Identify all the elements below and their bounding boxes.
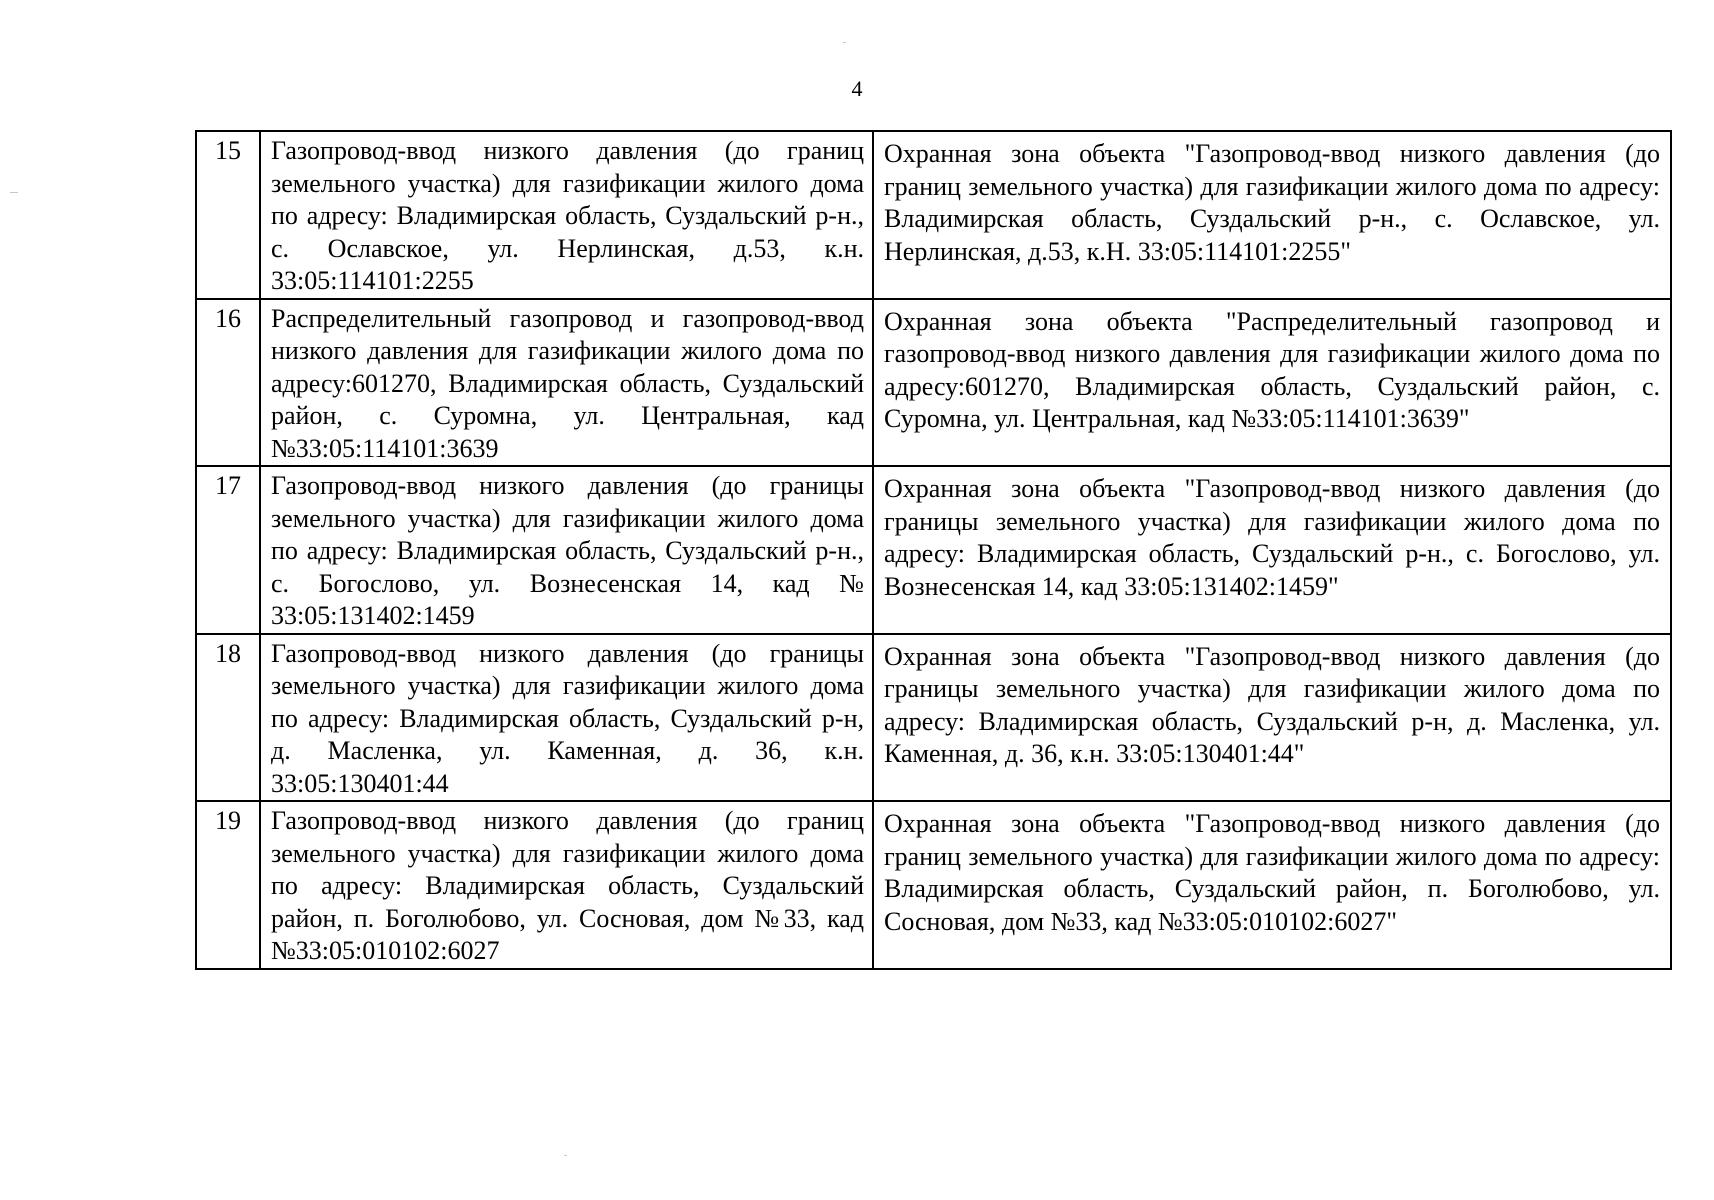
object-description: Распределительный газопровод и газопровод-ввод низкого давления для газификации жилого дома по адресу:601270, Владимирская область, Суздальский район, с. Суромна, ул. Центральная, кад №33:05:114101:3639	[260, 299, 873, 467]
object-description: Газопровод-ввод низкого давления (до границ земельного участка) для газификации жилого дома по адресу: Владимирская область, Суздальский район, п. Боголюбово, ул. Сосновая, дом №33, кад №33:05:010102:6027	[260, 801, 873, 969]
object-description: Газопровод-ввод низкого давления (до границ земельного участка) для газификации жилого дома по адресу: Владимирская область, Суздальский р-н., с. Ославское, ул. Нерлинская, д.53, к.н. 33:05:114101:2255	[260, 131, 873, 299]
table-row	[196, 131, 1671, 299]
protection-zone-description: Охранная зона объекта "Газопровод-ввод низкого давления (до границ земельного участка) для газификации жилого дома по адресу: Владимирская область, Суздальский район, п. Боголюбово, ул. Сосновая, дом №33, кад №33:05:010102:6027"	[873, 801, 1671, 969]
page-number: 4	[851, 76, 863, 101]
row-number: 19	[196, 801, 260, 969]
row-number: 17	[196, 466, 260, 634]
protection-zone-description: Охранная зона объекта "Газопровод-ввод низкого давления (до границы земельного участка) для газификации жилого дома по адресу: Владимирская область, Суздальский р-н, д. Масленка, ул. Каменная, д. 36, к.н. 33:05:130401:44"	[873, 634, 1671, 802]
protection-zone-description: Охранная зона объекта "Газопровод-ввод низкого давления (до границы земельного участка) для газификации жилого дома по адресу: Владимирская область, Суздальский р-н., с. Богослово, ул. Вознесенская 14, кад 33:05:131402:1459"	[873, 466, 1671, 634]
table-row	[196, 299, 1671, 467]
registry-table	[195, 130, 1672, 970]
table-row	[196, 634, 1671, 802]
row-number: 16	[196, 299, 260, 467]
row-number: 18	[196, 634, 260, 802]
scan-artifact-top-dot	[843, 42, 846, 43]
object-description: Газопровод-ввод низкого давления (до границы земельного участка) для газификации жилого дома по адресу: Владимирская область, Суздальский р-н., с. Богослово, ул. Вознесенская 14, кад № 33:05:131402:1459	[260, 466, 873, 634]
object-description: Газопровод-ввод низкого давления (до границы земельного участка) для газификации жилого дома по адресу: Владимирская область, Суздальский р-н, д. Масленка, ул. Каменная, д. 36, к.н. 33:05:130401:44	[260, 634, 873, 802]
scan-artifact-left-tick	[10, 192, 18, 193]
protection-zone-description: Охранная зона объекта "Газопровод-ввод низкого давления (до границ земельного участка) для газификации жилого дома по адресу: Владимирская область, Суздальский р-н., с. Ославское, ул. Нерлинская, д.53, к.Н. 33:05:114101:2255"	[873, 131, 1671, 299]
row-number: 15	[196, 131, 260, 299]
table-row	[196, 801, 1671, 969]
scan-artifact-bottom-dot	[564, 1155, 567, 1156]
protection-zone-description: Охранная зона объекта "Распределительный газопровод и газопровод-ввод низкого давления для газификации жилого дома по адресу:601270, Владимирская область, Суздальский район, с. Суромна, ул. Центральная, кад №33:05:114101:3639"	[873, 299, 1671, 467]
table-row	[196, 466, 1671, 634]
